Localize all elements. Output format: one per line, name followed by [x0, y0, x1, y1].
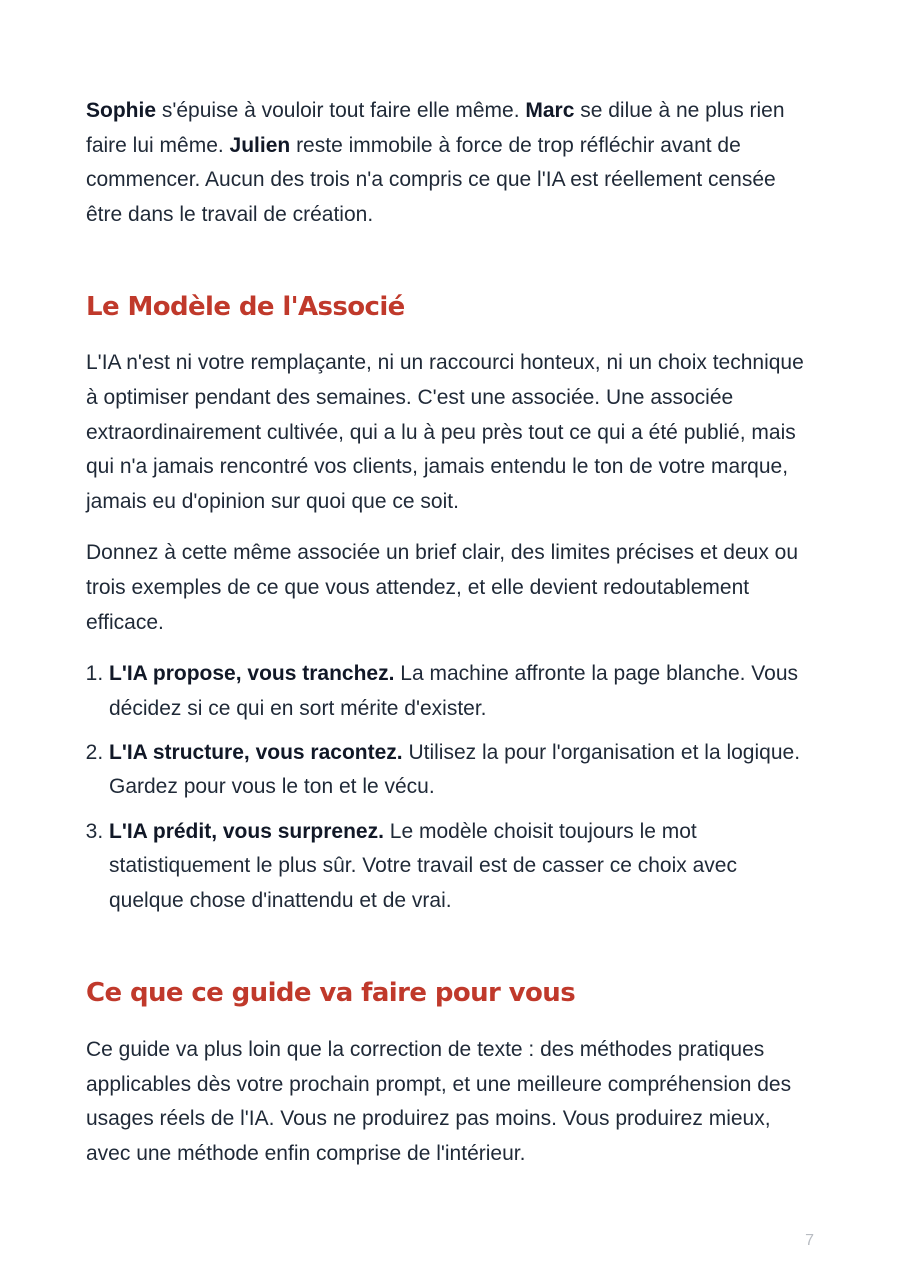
intro-paragraph	[86, 94, 814, 232]
list-item-text: Le modèle choisit toujours le mot statistiquement le plus sûr. Votre travail est de casser ce choix avec quelque chose d'inattendu et de vrai.	[109, 819, 737, 912]
list-item-text: Utilisez la pour l'organisation et la logique. Gardez pour vous le ton et le vécu.	[109, 740, 801, 799]
section1-paragraph-1: L'IA n'est ni votre remplaçante, ni un raccourci honteux, ni un choix technique à optimiser pendant des semaines. C'est une associée. Une associée extraordinairement cultivée, qui a lu à peu près tout ce qui a été publié, mais qui n'a jamais rencontré vos clients, jamais entendu le ton de votre marque, jamais eu d'opinion sur quoi que ce soit.	[86, 351, 804, 513]
list-item-bold: L'IA prédit, vous surprenez.	[109, 819, 384, 843]
intro-name-marc: Marc	[525, 99, 575, 122]
list-item	[109, 736, 814, 805]
document-page	[86, 94, 814, 1172]
intro-name-sophie: Sophie	[86, 99, 157, 122]
list-item-bold: L'IA structure, vous racontez.	[109, 740, 403, 764]
page-number: 7	[805, 1232, 814, 1249]
intro-text-1: s'épuise à vouloir tout faire elle même.	[156, 99, 526, 122]
section-heading-guide: Ce que ce guide va faire pour vous	[86, 978, 576, 1009]
section1-paragraph-2: Donnez à cette même associée un brief clair, des limites précises et deux ou trois exemples de ce que vous attendez, et elle devient redoutablement efficace.	[86, 541, 799, 634]
list-item-bold: L'IA propose, vous tranchez.	[109, 662, 395, 686]
list-item	[109, 657, 814, 726]
intro-text-3: reste immobile à force de trop réfléchir avant de commencer. Aucun des trois n'a compris ce que l'IA est réellement censée être dans le travail de création.	[86, 133, 776, 226]
principles-list	[86, 657, 814, 918]
list-item	[109, 815, 814, 919]
intro-name-julien: Julien	[229, 133, 291, 157]
intro-text-2: se dilue à ne plus rien faire lui même.	[86, 99, 785, 157]
section-heading-associe: Le Modèle de l'Associé	[86, 292, 405, 323]
section2-paragraph: Ce guide va plus loin que la correction de texte : des méthodes pratiques applicables dès votre prochain prompt, et une meilleure compréhension des usages réels de l'IA. Vous ne produirez pas moins. Vous produirez mieux, avec une méthode enfin comprise de l'intérieur.	[86, 1038, 792, 1166]
list-item-text: La machine affronte la page blanche. Vous décidez si ce qui en sort mérite d'exister.	[109, 662, 799, 720]
